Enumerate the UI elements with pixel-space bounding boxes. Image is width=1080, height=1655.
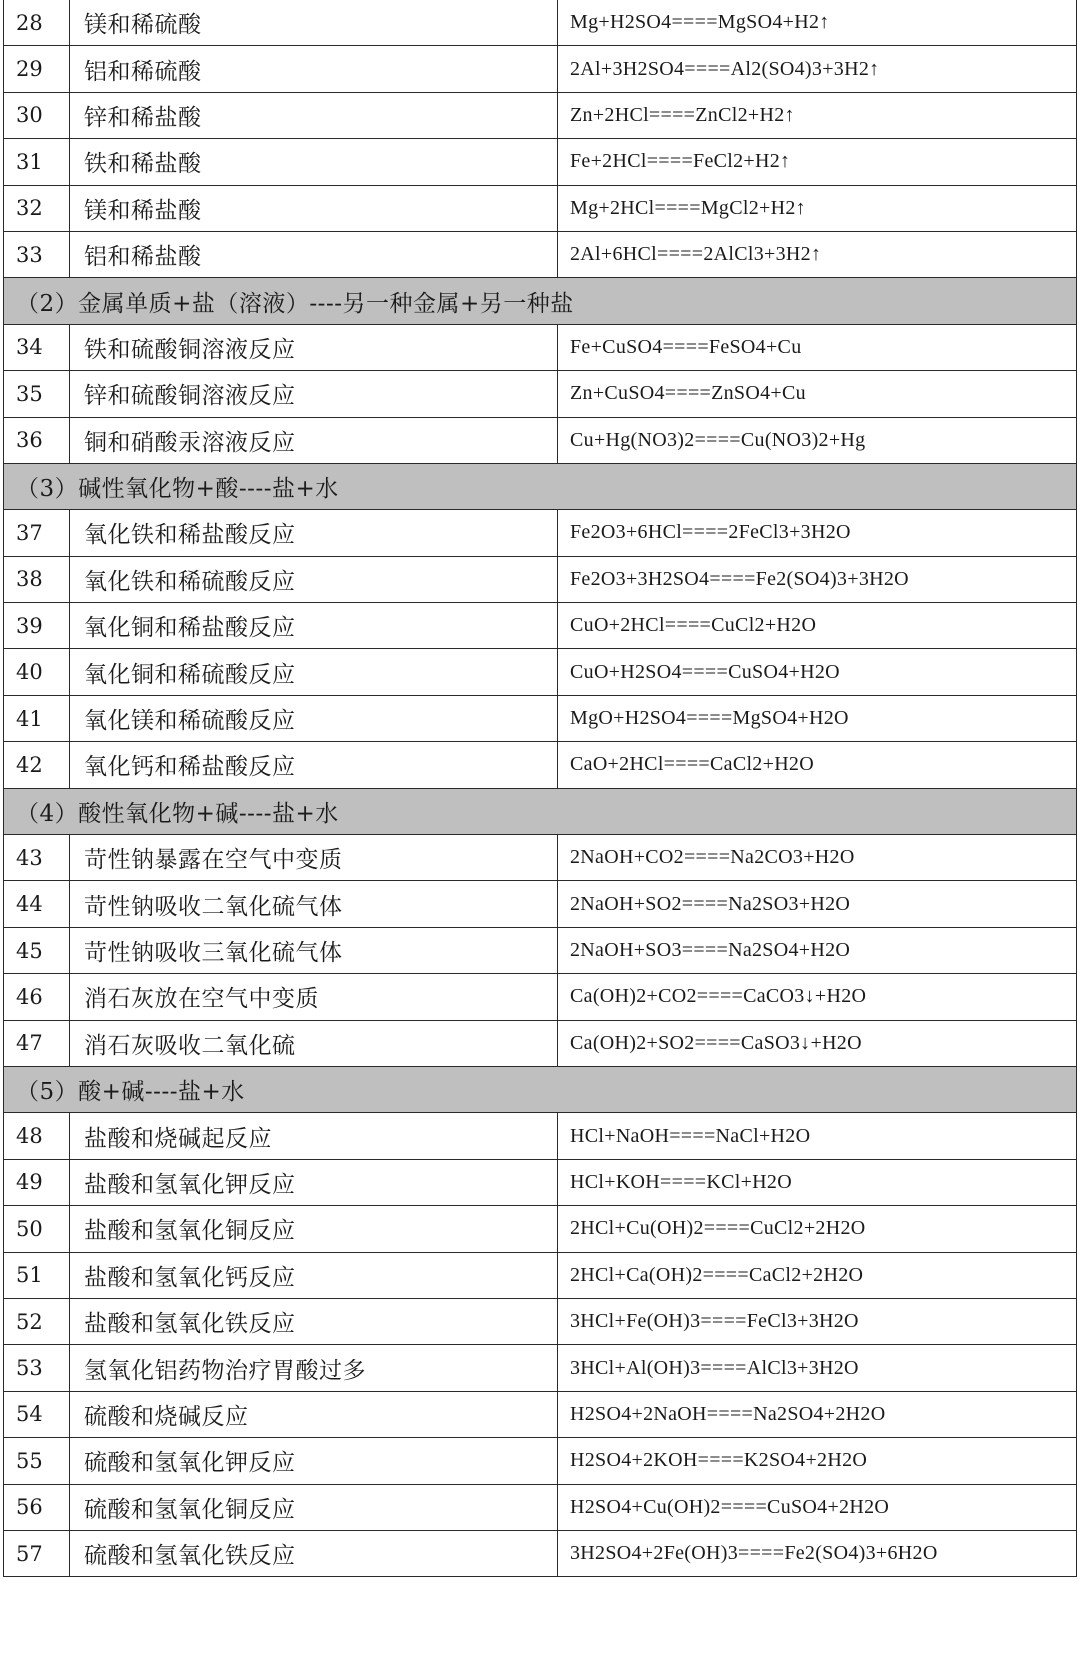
row-number: 39 [4, 603, 70, 649]
reaction-name: 氢氧化铝药物治疗胃酸过多 [70, 1345, 558, 1391]
row-number: 53 [4, 1345, 70, 1391]
row-number: 33 [4, 231, 70, 277]
reaction-equation: 2Al+6HCl====2AlCl3+3H2↑ [558, 231, 1077, 277]
section-header-row [4, 278, 1077, 324]
reaction-name: 锌和硫酸铜溶液反应 [70, 371, 558, 417]
reaction-name: 锌和稀盐酸 [70, 92, 558, 138]
table-row [4, 835, 1077, 881]
reaction-equation: 3HCl+Fe(OH)3====FeCl3+3H2O [558, 1298, 1077, 1344]
table-row [4, 46, 1077, 92]
table-row [4, 371, 1077, 417]
reaction-name: 硫酸和氢氧化钾反应 [70, 1438, 558, 1484]
section-header: （2）金属单质+盐（溶液）----另一种金属+另一种盐 [4, 278, 1077, 324]
table-row [4, 1159, 1077, 1205]
table-row [4, 1484, 1077, 1530]
table-row [4, 417, 1077, 463]
table-row [4, 742, 1077, 788]
row-number: 28 [4, 0, 70, 46]
reaction-name: 氧化铜和稀盐酸反应 [70, 603, 558, 649]
table-row [4, 139, 1077, 185]
reaction-name: 氧化铁和稀盐酸反应 [70, 510, 558, 556]
reaction-equation: 2NaOH+SO2====Na2SO3+H2O [558, 881, 1077, 927]
reaction-name: 盐酸和氢氧化钾反应 [70, 1159, 558, 1205]
reaction-equation: H2SO4+Cu(OH)2====CuSO4+2H2O [558, 1484, 1077, 1530]
table-row [4, 556, 1077, 602]
reaction-equation: 2NaOH+SO3====Na2SO4+H2O [558, 927, 1077, 973]
reaction-name: 镁和稀硫酸 [70, 0, 558, 46]
reaction-equation: H2SO4+2NaOH====Na2SO4+2H2O [558, 1391, 1077, 1437]
row-number: 47 [4, 1020, 70, 1066]
reaction-equation: Fe+CuSO4====FeSO4+Cu [558, 324, 1077, 370]
row-number: 41 [4, 695, 70, 741]
reaction-table-page [3, 0, 1076, 1653]
reaction-equation: Fe2O3+3H2SO4====Fe2(SO4)3+3H2O [558, 556, 1077, 602]
row-number: 36 [4, 417, 70, 463]
reaction-equation: Zn+2HCl====ZnCl2+H2↑ [558, 92, 1077, 138]
reaction-name: 盐酸和烧碱起反应 [70, 1113, 558, 1159]
section-header: （3）碱性氧化物+酸----盐+水 [4, 463, 1077, 509]
table-row [4, 1298, 1077, 1344]
row-number: 57 [4, 1530, 70, 1576]
table-row [4, 92, 1077, 138]
reaction-name: 硫酸和烧碱反应 [70, 1391, 558, 1437]
row-number: 55 [4, 1438, 70, 1484]
reaction-name: 盐酸和氢氧化铁反应 [70, 1298, 558, 1344]
reaction-name: 氧化钙和稀盐酸反应 [70, 742, 558, 788]
reaction-name: 硫酸和氢氧化铜反应 [70, 1484, 558, 1530]
reaction-equation: Fe2O3+6HCl====2FeCl3+3H2O [558, 510, 1077, 556]
table-row [4, 1391, 1077, 1437]
row-number: 45 [4, 927, 70, 973]
reaction-equation: HCl+KOH====KCl+H2O [558, 1159, 1077, 1205]
reaction-equation: Zn+CuSO4====ZnSO4+Cu [558, 371, 1077, 417]
section-header: （4）酸性氧化物+碱----盐+水 [4, 788, 1077, 834]
reaction-name: 盐酸和氢氧化铜反应 [70, 1206, 558, 1252]
reaction-equation: 2HCl+Cu(OH)2====CuCl2+2H2O [558, 1206, 1077, 1252]
reaction-name: 硫酸和氢氧化铁反应 [70, 1530, 558, 1576]
section-header-row [4, 1066, 1077, 1112]
reaction-equation: CaO+2HCl====CaCl2+H2O [558, 742, 1077, 788]
row-number: 29 [4, 46, 70, 92]
table-row [4, 974, 1077, 1020]
reaction-equation: Fe+2HCl====FeCl2+H2↑ [558, 139, 1077, 185]
row-number: 52 [4, 1298, 70, 1344]
reaction-equation: 3H2SO4+2Fe(OH)3====Fe2(SO4)3+6H2O [558, 1530, 1077, 1576]
reaction-equation: 2Al+3H2SO4====Al2(SO4)3+3H2↑ [558, 46, 1077, 92]
reaction-equation: 2NaOH+CO2====Na2CO3+H2O [558, 835, 1077, 881]
row-number: 48 [4, 1113, 70, 1159]
row-number: 54 [4, 1391, 70, 1437]
reaction-equation: MgO+H2SO4====MgSO4+H2O [558, 695, 1077, 741]
reaction-name: 苛性钠吸收二氧化硫气体 [70, 881, 558, 927]
reaction-equation: 3HCl+Al(OH)3====AlCl3+3H2O [558, 1345, 1077, 1391]
table-row [4, 0, 1077, 46]
table-row [4, 649, 1077, 695]
reaction-name: 消石灰放在空气中变质 [70, 974, 558, 1020]
table-row [4, 1345, 1077, 1391]
reaction-equation: Cu+Hg(NO3)2====Cu(NO3)2+Hg [558, 417, 1077, 463]
row-number: 49 [4, 1159, 70, 1205]
row-number: 42 [4, 742, 70, 788]
reaction-equation: Ca(OH)2+CO2====CaCO3↓+H2O [558, 974, 1077, 1020]
row-number: 51 [4, 1252, 70, 1298]
reaction-name: 氧化铜和稀硫酸反应 [70, 649, 558, 695]
row-number: 31 [4, 139, 70, 185]
row-number: 40 [4, 649, 70, 695]
row-number: 37 [4, 510, 70, 556]
table-row [4, 1252, 1077, 1298]
row-number: 46 [4, 974, 70, 1020]
reaction-equation: CuO+2HCl====CuCl2+H2O [558, 603, 1077, 649]
section-header: （5）酸+碱----盐+水 [4, 1066, 1077, 1112]
reaction-name: 铜和硝酸汞溶液反应 [70, 417, 558, 463]
table-row [4, 1020, 1077, 1066]
reaction-name: 苛性钠暴露在空气中变质 [70, 835, 558, 881]
table-row [4, 1438, 1077, 1484]
reaction-equation: 2HCl+Ca(OH)2====CaCl2+2H2O [558, 1252, 1077, 1298]
reaction-table-body [4, 0, 1077, 1577]
table-row [4, 695, 1077, 741]
reaction-name: 铁和稀盐酸 [70, 139, 558, 185]
table-row [4, 1113, 1077, 1159]
table-row [4, 1530, 1077, 1576]
reaction-name: 消石灰吸收二氧化硫 [70, 1020, 558, 1066]
table-row [4, 927, 1077, 973]
reaction-name: 铁和硫酸铜溶液反应 [70, 324, 558, 370]
reaction-name: 铝和稀硫酸 [70, 46, 558, 92]
row-number: 44 [4, 881, 70, 927]
row-number: 43 [4, 835, 70, 881]
row-number: 32 [4, 185, 70, 231]
reaction-equation: H2SO4+2KOH====K2SO4+2H2O [558, 1438, 1077, 1484]
table-row [4, 603, 1077, 649]
row-number: 38 [4, 556, 70, 602]
reaction-name: 氧化镁和稀硫酸反应 [70, 695, 558, 741]
reaction-equation: HCl+NaOH====NaCl+H2O [558, 1113, 1077, 1159]
reaction-equation: Mg+2HCl====MgCl2+H2↑ [558, 185, 1077, 231]
reaction-name: 镁和稀盐酸 [70, 185, 558, 231]
reaction-name: 苛性钠吸收三氧化硫气体 [70, 927, 558, 973]
row-number: 50 [4, 1206, 70, 1252]
section-header-row [4, 463, 1077, 509]
table-row [4, 510, 1077, 556]
reaction-equation: Ca(OH)2+SO2====CaSO3↓+H2O [558, 1020, 1077, 1066]
row-number: 35 [4, 371, 70, 417]
reaction-name: 铝和稀盐酸 [70, 231, 558, 277]
row-number: 56 [4, 1484, 70, 1530]
row-number: 30 [4, 92, 70, 138]
table-row [4, 185, 1077, 231]
reaction-name: 盐酸和氢氧化钙反应 [70, 1252, 558, 1298]
table-row [4, 231, 1077, 277]
row-number: 34 [4, 324, 70, 370]
reaction-equation: CuO+H2SO4====CuSO4+H2O [558, 649, 1077, 695]
reaction-name: 氧化铁和稀硫酸反应 [70, 556, 558, 602]
table-row [4, 881, 1077, 927]
table-row [4, 1206, 1077, 1252]
table-row [4, 324, 1077, 370]
reaction-table [3, 0, 1077, 1577]
section-header-row [4, 788, 1077, 834]
reaction-equation: Mg+H2SO4====MgSO4+H2↑ [558, 0, 1077, 46]
